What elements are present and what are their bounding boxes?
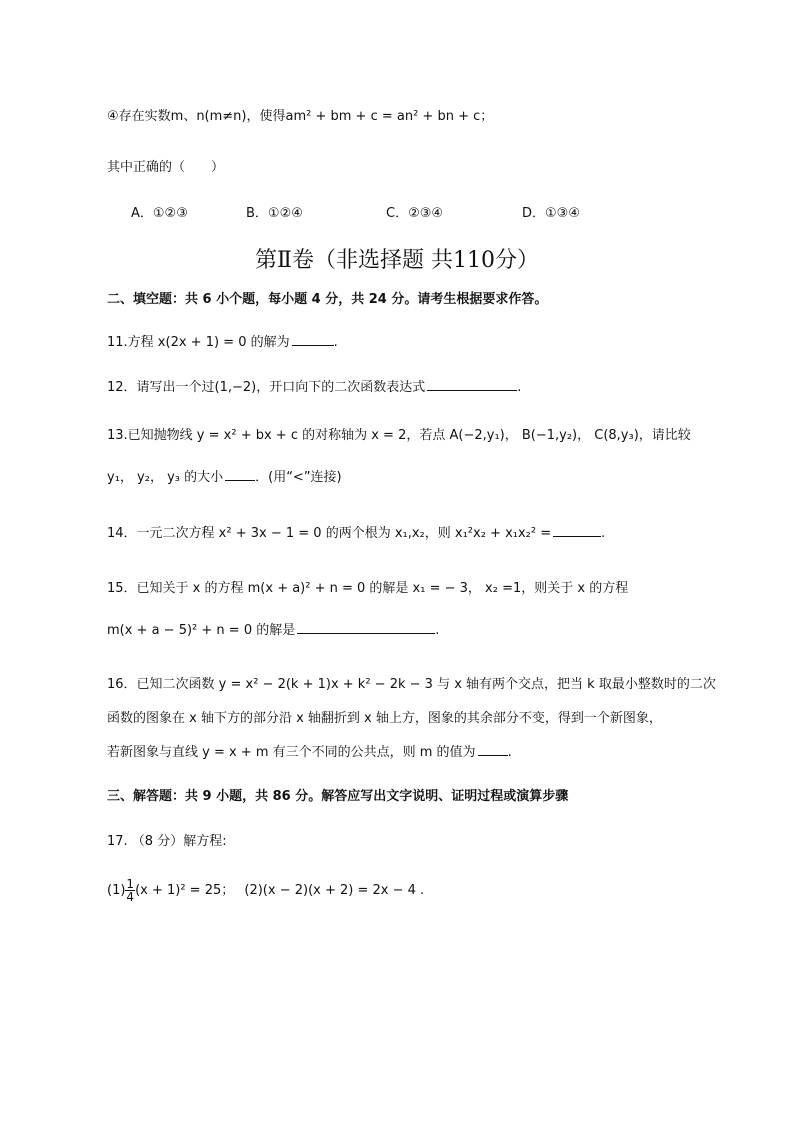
q11-answer-blank bbox=[292, 333, 334, 346]
q15-line2-text: m(x + a − 5)² + n = 0 的解是 bbox=[107, 623, 296, 638]
question-16-line3 bbox=[107, 743, 512, 763]
q17-part2: (2)(x − 2)(x + 2) = 2x − 4 . bbox=[244, 883, 425, 898]
q11-period: . bbox=[333, 335, 338, 350]
q17-part1-prefix: (1) bbox=[107, 883, 126, 898]
option-a: A．①②③ bbox=[131, 206, 188, 221]
q13-line2-tail: ．(用“<”连接) bbox=[255, 470, 342, 485]
q13-line1: 13.已知抛物线 y = x² + bx + c 的对称轴为 x = 2，若点 A(−2,y₁)， B(−1,y₂)， C(8,y₃)，请比较 bbox=[107, 428, 691, 443]
q15-line1: 15．已知关于 x 的方程 m(x + a)² + n = 0 的解是 x₁ = − 3， x₂ =1，则关于 x 的方程 bbox=[107, 581, 629, 596]
q10-item4: ④存在实数m、n(m≠n)，使得am² + bm + c = an² + bn + c； bbox=[107, 109, 494, 124]
fraction-denominator: 4 bbox=[126, 890, 135, 904]
option-b: B．①②④ bbox=[246, 206, 303, 221]
fraction-numerator: 1 bbox=[126, 877, 135, 891]
q15-answer-blank bbox=[297, 621, 435, 634]
question-11 bbox=[107, 333, 338, 353]
question-13-line2 bbox=[107, 468, 342, 488]
q16-answer-blank bbox=[478, 743, 508, 756]
question-17-parts bbox=[107, 878, 424, 903]
q13-answer-blank bbox=[225, 468, 255, 481]
q16-period: . bbox=[507, 745, 512, 760]
q13-line2-text: y₁， y₂， y₃ 的大小 bbox=[107, 470, 224, 485]
question-15-line2 bbox=[107, 621, 439, 641]
option-c: C．②③④ bbox=[386, 206, 444, 221]
q17-stem: 17. （8 分）解方程: bbox=[107, 834, 227, 849]
q12-period: . bbox=[517, 380, 522, 395]
q17-part1-rest: (x + 1)² = 25； bbox=[135, 883, 235, 898]
option-d: D．①③④ bbox=[522, 206, 580, 221]
q14-period: . bbox=[601, 526, 606, 541]
q11-text: 11.方程 x(2x + 1) = 0 的解为 bbox=[107, 335, 290, 350]
q10-stem: 其中正确的（ ） bbox=[107, 160, 225, 175]
q12-text: 12．请写出一个过(1,−2)，开口向下的二次函数表达式 bbox=[107, 380, 426, 395]
q16-line1: 16．已知二次函数 y = x² − 2(k + 1)x + k² − 2k − 3 与 x 轴有两个交点，把当 k 取最小整数时的二次 bbox=[107, 677, 716, 692]
q16-line3-text: 若新图象与直线 y = x + m 有三个不同的公共点，则 m 的值为 bbox=[107, 745, 476, 760]
section3-heading: 三、解答题：共 9 小题，共 86 分。解答应写出文字说明、证明过程或演算步骤 bbox=[107, 789, 569, 804]
question-14 bbox=[107, 524, 605, 544]
q14-answer-blank bbox=[553, 524, 601, 537]
part2-title: 第Ⅱ卷（非选择题 共110分） bbox=[255, 248, 539, 273]
q17-fraction bbox=[125, 878, 135, 903]
q15-period: . bbox=[435, 623, 440, 638]
question-12 bbox=[107, 378, 521, 398]
q12-answer-blank bbox=[427, 378, 517, 391]
q16-line2: 函数的图象在 x 轴下方的部分沿 x 轴翻折到 x 轴上方，图象的其余部分不变，得到一个新图象， bbox=[107, 711, 662, 726]
q14-text: 14．一元二次方程 x² + 3x − 1 = 0 的两个根为 x₁,x₂，则 x₁²x₂ + x₁x₂² = bbox=[107, 526, 552, 541]
section2-heading: 二、填空题：共 6 小个题，每小题 4 分，共 24 分。请考生根据要求作答。 bbox=[107, 292, 548, 307]
